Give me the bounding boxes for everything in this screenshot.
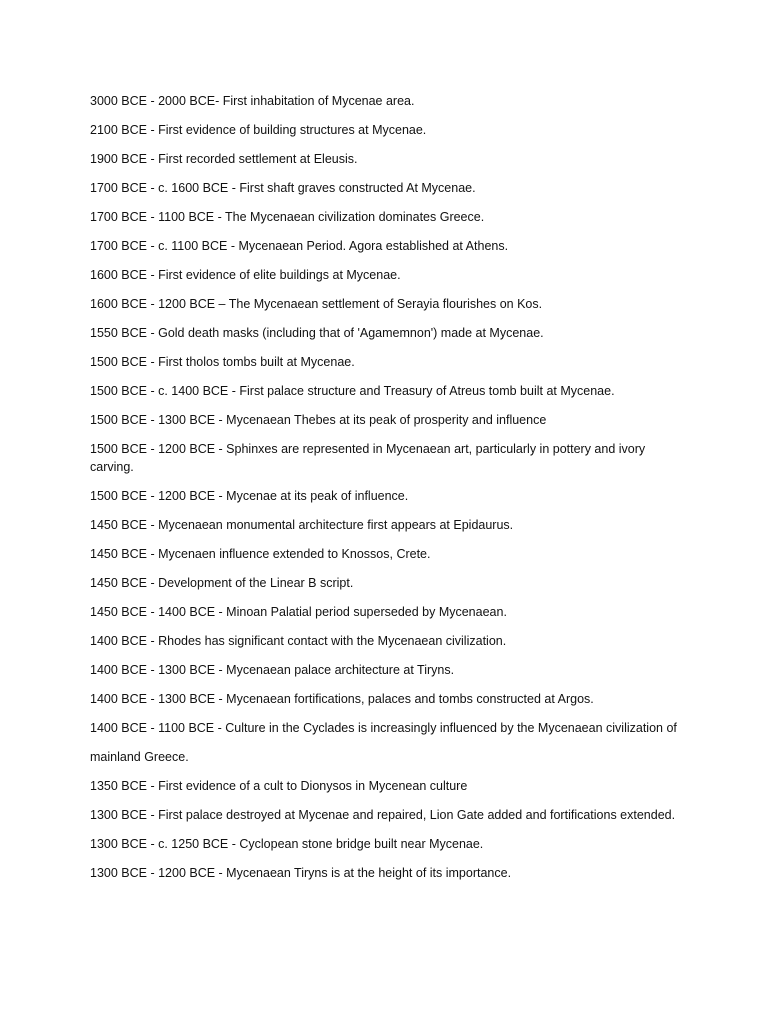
- timeline-entry: 1300 BCE - First palace destroyed at Mycenae and repaired, Lion Gate added and fortifications extended.: [90, 808, 676, 822]
- timeline-entry: 1700 BCE - 1100 BCE - The Mycenaean civilization dominates Greece.: [90, 210, 485, 224]
- timeline-entry: 1300 BCE - c. 1250 BCE - Cyclopean stone bridge built near Mycenae.: [90, 837, 484, 851]
- timeline-entry: 1600 BCE - 1200 BCE – The Mycenaean settlement of Serayia flourishes on Kos.: [90, 297, 543, 311]
- timeline-entry: 1400 BCE - 1100 BCE - Culture in the Cyclades is increasingly influenced by the Mycenaean civilization of: [90, 721, 677, 735]
- timeline-entry: 1400 BCE - 1300 BCE - Mycenaean palace architecture at Tiryns.: [90, 663, 455, 677]
- timeline-entry: 1400 BCE - 1300 BCE - Mycenaean fortifications, palaces and tombs constructed at Argos.: [90, 692, 594, 706]
- timeline-entry: 1500 BCE - 1200 BCE - Mycenae at its peak of influence.: [90, 489, 409, 503]
- timeline-entry: 1500 BCE - 1200 BCE - Sphinxes are represented in Mycenaean art, particularly in pottery and ivory carving.: [90, 442, 646, 474]
- timeline-entry: 1550 BCE - Gold death masks (including that of 'Agamemnon') made at Mycenae.: [90, 326, 544, 340]
- timeline-entry: 1700 BCE - c. 1600 BCE - First shaft graves constructed At Mycenae.: [90, 181, 476, 195]
- timeline-entry: 1300 BCE - 1200 BCE - Mycenaean Tiryns is at the height of its importance.: [90, 866, 512, 880]
- timeline-entry: 1700 BCE - c. 1100 BCE - Mycenaean Period. Agora established at Athens.: [90, 239, 509, 253]
- timeline-entry: mainland Greece.: [90, 750, 189, 764]
- timeline-entry: 1500 BCE - 1300 BCE - Mycenaean Thebes at its peak of prosperity and influence: [90, 413, 547, 427]
- timeline-entry: 2100 BCE - First evidence of building structures at Mycenae.: [90, 123, 427, 137]
- timeline-entry: 1500 BCE - First tholos tombs built at Mycenae.: [90, 355, 355, 369]
- timeline-entry: 1450 BCE - Mycenaean monumental architecture first appears at Epidaurus.: [90, 518, 514, 532]
- timeline-entry: 1900 BCE - First recorded settlement at Eleusis.: [90, 152, 358, 166]
- timeline-list: [90, 92, 690, 893]
- timeline-entry: 1400 BCE - Rhodes has significant contact with the Mycenaean civilization.: [90, 634, 507, 648]
- timeline-entry: 1500 BCE - c. 1400 BCE - First palace structure and Treasury of Atreus tomb built at Mycenae.: [90, 384, 615, 398]
- timeline-entry: 3000 BCE - 2000 BCE- First inhabitation of Mycenae area.: [90, 94, 415, 108]
- timeline-entry: 1600 BCE - First evidence of elite buildings at Mycenae.: [90, 268, 401, 282]
- timeline-entry: 1350 BCE - First evidence of a cult to Dionysos in Mycenean culture: [90, 779, 468, 793]
- timeline-entry: 1450 BCE - Development of the Linear B script.: [90, 576, 354, 590]
- timeline-entry: 1450 BCE - Mycenaen influence extended to Knossos, Crete.: [90, 547, 431, 561]
- timeline-entry: 1450 BCE - 1400 BCE - Minoan Palatial period superseded by Mycenaean.: [90, 605, 507, 619]
